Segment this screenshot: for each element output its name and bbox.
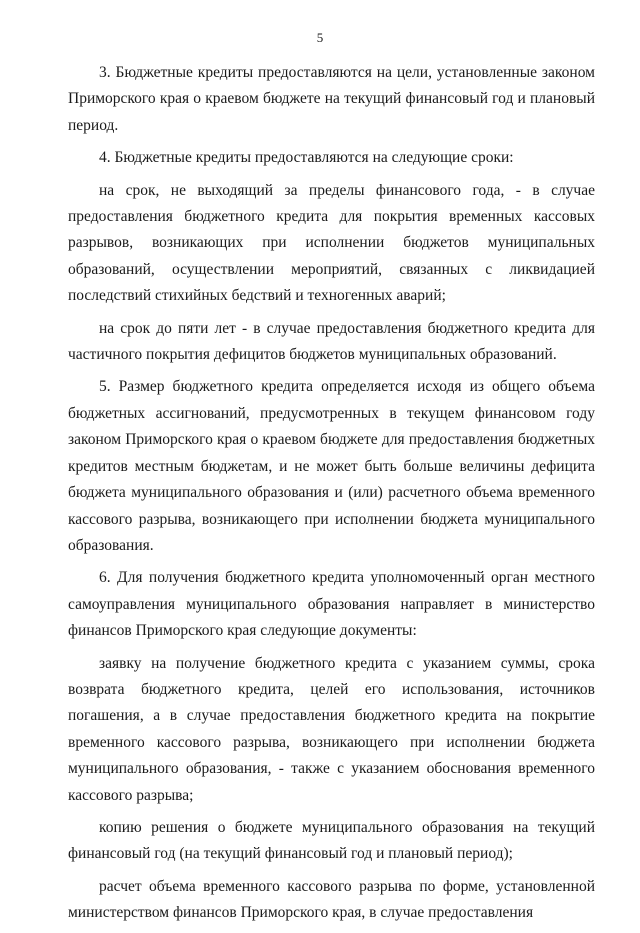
paragraph-clause-5: 5. Размер бюджетного кредита определяется исходя из общего объема бюджетных ассигнований, предусмотренных в текущем финансовом году законом Приморского края о краевом бюджете для предоставления бюджетных кредитов местным бюджетам, и не может быть больше величины дефицита бюджета муниципального образования и (или) расчетного объема временного кассового разрыва, возникающего при исполнении бюджета муниципального образования. — [68, 378, 595, 554]
page-number: 5 — [316, 30, 324, 45]
paragraph-budget-decision-copy: копию решения о бюджете муниципального образования на текущий финансовый год (на текущий финансовый год и плановый период); — [68, 818, 595, 863]
paragraph-clause-6: 6. Для получения бюджетного кредита уполномоченный орган местного самоуправления муниципального образования направляет в министерство финансов Приморского края следующие документы: — [68, 569, 595, 640]
paragraph-application: заявку на получение бюджетного кредита с указанием суммы, срока возврата бюджетного кредита, целей его использования, источников погашения, а в случае предоставления бюджетного кредита на покрытие временного кассового разрыва, возникающего при исполнении бюджета муниципального образования, - также с указанием обоснования временного кассового разрыва; — [68, 654, 595, 804]
paragraph-term-fiscal-year: на срок, не выходящий за пределы финансового года, - в случае предоставления бюджетного кредита для покрытия временных кассовых разрывов, возникающих при исполнении бюджетов муниципальных образований, осуществлении мероприятий, связанных с ликвидацией последствий стихийных бедствий и техногенных аварий; — [68, 181, 595, 305]
paragraph-clause-3: 3. Бюджетные кредиты предоставляются на цели, установленные законом Приморского края о краевом бюджете на текущий финансовый год и плановый период. — [68, 64, 595, 134]
paragraph-term-five-years: на срок до пяти лет - в случае предоставления бюджетного кредита для частичного покрытия дефицитов бюджетов муниципальных образований. — [68, 319, 595, 364]
document-body — [68, 60, 595, 933]
paragraph-cash-gap-calculation: расчет объема временного кассового разрыва по форме, установленной министерством финансов Приморского края, в случае предоставления — [68, 877, 595, 922]
paragraph-clause-4: 4. Бюджетные кредиты предоставляются на следующие сроки: — [99, 149, 514, 167]
